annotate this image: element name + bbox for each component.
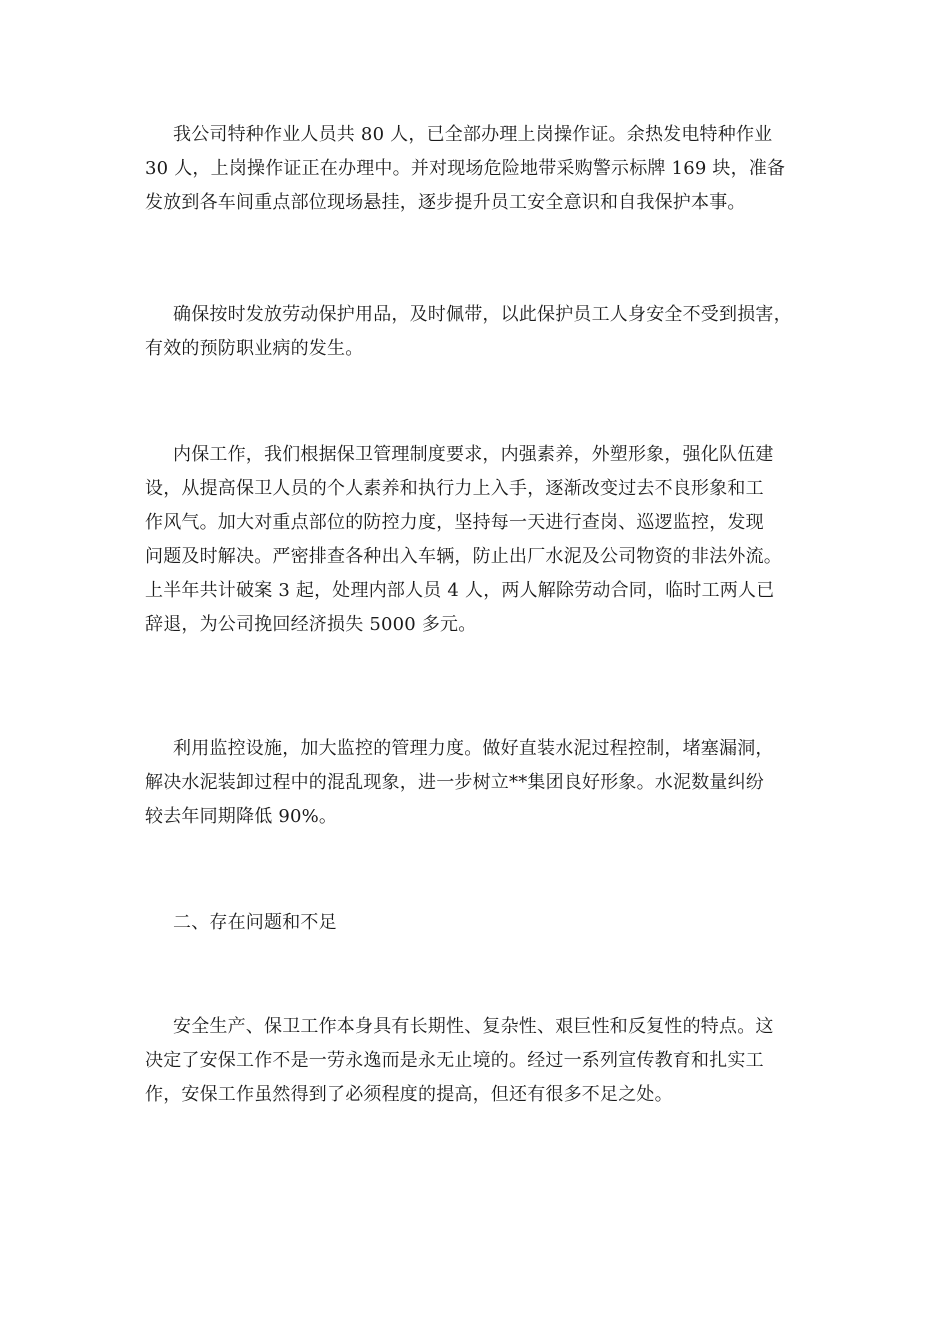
paragraph-monitoring bbox=[145, 732, 815, 834]
text-line: 作风气。加大对重点部位的防控力度，坚持每一天进行查岗、巡逻监控，发现 bbox=[145, 512, 764, 533]
paragraph-internal-security bbox=[145, 438, 815, 642]
text-line: 较去年同期降低 90%。 bbox=[145, 806, 338, 827]
text-line: 安全生产、保卫工作本身具有长期性、复杂性、艰巨性和反复性的特点。这 bbox=[173, 1016, 774, 1037]
text-line: 30 人，上岗操作证正在办理中。并对现场危险地带采购警示标牌 169 块，准备 bbox=[145, 158, 786, 179]
text-line: 上半年共计破案 3 起，处理内部人员 4 人，两人解除劳动合同，临时工两人已 bbox=[145, 580, 775, 601]
section-heading-problems bbox=[145, 906, 815, 940]
text-line: 利用监控设施，加大监控的管理力度。做好直装水泥过程控制，堵塞漏洞， bbox=[173, 738, 774, 759]
paragraph-protective-equipment bbox=[145, 298, 815, 366]
section-heading-text: 二、存在问题和不足 bbox=[173, 912, 337, 933]
text-line: 设，从提高保卫人员的个人素养和执行力上入手，逐渐改变过去不良形象和工 bbox=[145, 478, 764, 499]
text-line: 发放到各车间重点部位现场悬挂，逐步提升员工安全意识和自我保护本事。 bbox=[145, 192, 746, 213]
text-line: 我公司特种作业人员共 80 人，已全部办理上岗操作证。余热发电特种作业 bbox=[173, 124, 773, 145]
text-line: 作，安保工作虽然得到了必须程度的提高，但还有很多不足之处。 bbox=[145, 1084, 673, 1105]
text-line: 确保按时发放劳动保护用品，及时佩带，以此保护员工人身安全不受到损害， bbox=[173, 304, 792, 325]
paragraph-shortcomings bbox=[145, 1010, 815, 1112]
text-line: 决定了安保工作不是一劳永逸而是永无止境的。经过一系列宣传教育和扎实工 bbox=[145, 1050, 764, 1071]
text-line: 问题及时解决。严密排查各种出入车辆，防止出厂水泥及公司物资的非法外流。 bbox=[145, 546, 782, 567]
text-line: 内保工作，我们根据保卫管理制度要求，内强素养，外塑形象，强化队伍建 bbox=[173, 444, 774, 465]
text-line: 辞退，为公司挽回经济损失 5000 多元。 bbox=[145, 614, 477, 635]
text-line: 解决水泥装卸过程中的混乱现象，进一步树立**集团良好形象。水泥数量纠纷 bbox=[145, 772, 764, 793]
text-line: 有效的预防职业病的发生。 bbox=[145, 338, 364, 359]
paragraph-special-operations bbox=[145, 118, 815, 220]
